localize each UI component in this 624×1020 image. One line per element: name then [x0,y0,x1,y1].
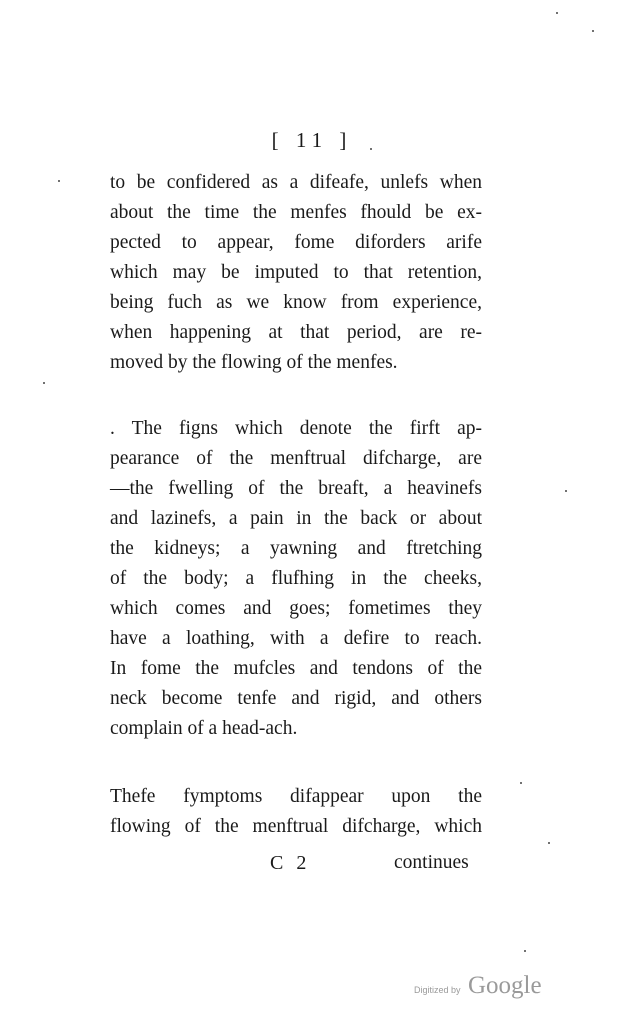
body-line: —the fwelling of the breaft, a heavinefs [110,478,482,499]
google-watermark [414,972,542,1000]
speck [548,842,550,844]
body-line: and lazinefs, a pain in the back or about [110,508,482,529]
body-line: about the time the menfes fhould be ex- [110,202,482,223]
body-line: which may be imputed to that retention, [110,262,482,283]
signature-mark: C 2 [270,852,311,874]
body-line: have a loathing, with a defire to reach. [110,628,482,649]
body-line: flowing of the menftrual difcharge, which [110,816,482,837]
speck [524,950,526,952]
catchword: continues [394,852,469,873]
watermark-small-text: Digitized by [414,985,461,995]
body-line: the kidneys; a yawning and ftretching [110,538,482,559]
speck [58,180,60,182]
body-line: when happening at that period, are re- [110,322,482,343]
body-line: which comes and goes; fometimes they [110,598,482,619]
body-line: neck become tenfe and rigid, and others [110,688,482,709]
speck [556,12,558,14]
speck [370,148,372,150]
speck [43,382,45,384]
body-line: of the body; a flufhing in the cheeks, [110,568,482,589]
body-line: . The figns which denote the firft ap- [110,418,482,439]
speck [565,490,567,492]
body-line: moved by the flowing of the menfes. [110,352,398,373]
speck [592,30,594,32]
body-line: pected to appear, fome diforders arife [110,232,482,253]
watermark-brand-text: Google [467,972,542,999]
body-line: Thefe fymptoms difappear upon the [110,786,482,807]
body-line: being fuch as we know from experience, [110,292,482,313]
body-line: to be confidered as a difeafe, unlefs when [110,172,482,193]
body-line: pearance of the menftrual difcharge, are [110,448,482,469]
body-line: In fome the mufcles and tendons of the [110,658,482,679]
body-line: complain of a head-ach. [110,718,298,739]
speck [520,782,522,784]
page-number: [ 11 ] [271,128,353,152]
